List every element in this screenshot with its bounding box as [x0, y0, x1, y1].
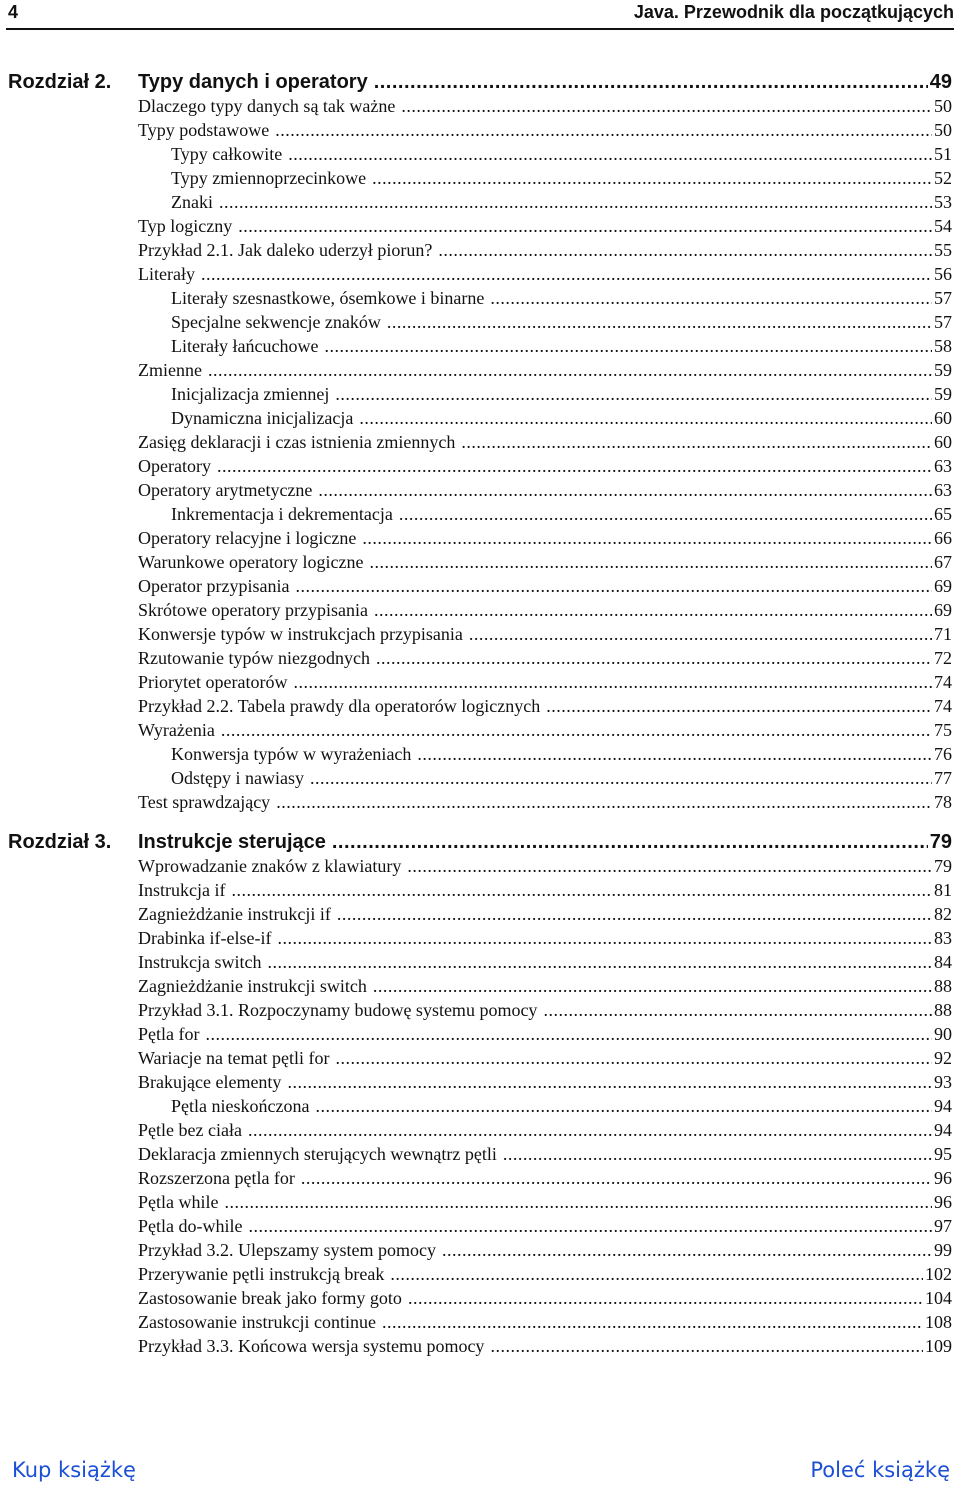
toc-entry-title: Operatory — [138, 456, 211, 476]
toc-entry-title: Pętla for — [138, 1024, 200, 1044]
toc-entry-page: 55 — [934, 240, 952, 260]
toc-entry-page: 84 — [934, 952, 952, 972]
toc-entry-title: Brakujące elementy — [138, 1072, 282, 1092]
dot-leader — [201, 262, 932, 286]
toc-entry-title: Warunkowe operatory logiczne — [138, 552, 364, 572]
chapter-title-row[interactable] — [138, 830, 952, 854]
toc-entry-page: 63 — [934, 456, 952, 476]
toc-entry-page: 92 — [934, 1048, 952, 1068]
recommend-book-link[interactable]: Poleć książkę — [810, 1458, 950, 1482]
dot-leader — [295, 574, 932, 598]
dot-leader — [546, 694, 932, 718]
toc-entry-title: Instrukcja switch — [138, 952, 262, 972]
dot-leader — [332, 830, 928, 854]
dot-leader — [374, 598, 932, 622]
toc-entry-page: 50 — [934, 96, 952, 116]
toc-entry-page: 72 — [934, 648, 952, 668]
toc-entry[interactable] — [138, 118, 952, 142]
dot-leader — [401, 94, 932, 118]
toc-entry[interactable] — [138, 622, 952, 646]
toc-entry[interactable] — [138, 670, 952, 694]
toc-entry[interactable] — [138, 1046, 952, 1070]
toc-entry-title: Dlaczego typy danych są tak ważne — [138, 96, 396, 116]
page-number: 4 — [8, 2, 19, 22]
toc-entry[interactable] — [138, 902, 952, 926]
dot-leader — [205, 1022, 932, 1046]
toc-entry-title: Typy zmiennoprzecinkowe — [171, 168, 367, 188]
toc-entry[interactable] — [138, 478, 952, 502]
toc-entry-page: 93 — [934, 1072, 952, 1092]
dot-leader — [417, 742, 932, 766]
toc-entry[interactable] — [138, 310, 952, 334]
dot-leader — [359, 406, 932, 430]
toc-entry[interactable] — [138, 878, 952, 902]
toc-entry[interactable] — [138, 502, 952, 526]
toc-entry-page: 94 — [934, 1096, 952, 1116]
dot-leader — [362, 526, 932, 550]
toc-entry-title: Pętle bez ciała — [138, 1120, 242, 1140]
chapter-label: Rozdział 2. — [8, 71, 112, 93]
toc-entry-page: 95 — [934, 1144, 952, 1164]
toc-entry-title: Przykład 2.1. Jak daleko uderzył piorun? — [138, 240, 433, 260]
toc-entry[interactable] — [138, 742, 952, 766]
dot-leader — [248, 1214, 932, 1238]
dot-leader — [248, 1118, 932, 1142]
toc-entry-page: 60 — [934, 432, 952, 452]
toc-entry-page: 56 — [934, 264, 952, 284]
dot-leader — [372, 166, 932, 190]
toc-entry-title: Zmienne — [138, 360, 202, 380]
toc-entry-page: 77 — [934, 768, 952, 788]
toc-entry-page: 108 — [925, 1312, 952, 1332]
toc-entry-page: 99 — [934, 1240, 952, 1260]
dot-leader — [543, 998, 932, 1022]
toc-entry[interactable] — [138, 382, 952, 406]
toc-entry[interactable] — [138, 1022, 952, 1046]
toc-entry-page: 69 — [934, 600, 952, 620]
toc-entry[interactable] — [138, 1310, 952, 1334]
toc-entry-page: 74 — [934, 672, 952, 692]
dot-leader — [407, 854, 932, 878]
toc-entry[interactable] — [138, 926, 952, 950]
toc-entry-page: 50 — [934, 120, 952, 140]
toc-entry[interactable] — [138, 1142, 952, 1166]
dot-leader — [288, 142, 932, 166]
toc-entry-page: 75 — [934, 720, 952, 740]
toc-entry-title: Zagnieżdżanie instrukcji if — [138, 904, 331, 924]
toc-entry[interactable] — [138, 1118, 952, 1142]
toc-entry[interactable] — [138, 950, 952, 974]
toc-entry-title: Inicjalizacja zmiennej — [171, 384, 330, 404]
page-header — [6, 0, 954, 30]
toc-entry-page: 102 — [925, 1264, 952, 1284]
toc-entry-page: 65 — [934, 504, 952, 524]
toc-entry-page: 88 — [934, 976, 952, 996]
toc-entry-title: Operatory relacyjne i logiczne — [138, 528, 357, 548]
toc-entry-title: Odstępy i nawiasy — [171, 768, 304, 788]
toc-entry-page: 74 — [934, 696, 952, 716]
toc-entry-page: 60 — [934, 408, 952, 428]
dot-leader — [208, 358, 932, 382]
toc-entry-title: Przerywanie pętli instrukcją break — [138, 1264, 385, 1284]
dot-leader — [318, 478, 932, 502]
toc-entry-page: 109 — [925, 1336, 952, 1356]
toc-entry-page: 66 — [934, 528, 952, 548]
toc-entry-title: Zastosowanie instrukcji continue — [138, 1312, 376, 1332]
chapter-title: Typy danych i operatory — [138, 71, 368, 93]
buy-book-link[interactable]: Kup książkę — [12, 1458, 136, 1482]
toc-entry-page: 59 — [934, 360, 952, 380]
toc-entry[interactable] — [138, 574, 952, 598]
toc-entry[interactable] — [138, 166, 952, 190]
dot-leader — [275, 118, 932, 142]
toc-entry[interactable] — [138, 1286, 952, 1310]
dot-leader — [387, 310, 932, 334]
toc-entries — [138, 94, 952, 814]
toc-entry-page: 88 — [934, 1000, 952, 1020]
dot-leader — [221, 718, 932, 742]
toc-entry-title: Drabinka if-else-if — [138, 928, 272, 948]
toc-entry-title: Typy podstawowe — [138, 120, 270, 140]
toc-entry-page: 78 — [934, 792, 952, 812]
toc-entry[interactable] — [138, 598, 952, 622]
dot-leader — [461, 430, 932, 454]
toc-entry[interactable] — [138, 334, 952, 358]
toc-entry[interactable] — [138, 238, 952, 262]
toc-entry-page: 57 — [934, 288, 952, 308]
dot-leader — [310, 766, 932, 790]
toc-entry-title: Rozszerzona pętla for — [138, 1168, 295, 1188]
dot-leader — [231, 878, 932, 902]
dot-leader — [503, 1142, 932, 1166]
toc-entry-page: 82 — [934, 904, 952, 924]
dot-leader — [335, 382, 932, 406]
dot-leader — [238, 214, 932, 238]
toc-entry-title: Literały łańcuchowe — [171, 336, 319, 356]
dot-leader — [267, 950, 932, 974]
dot-leader — [219, 190, 932, 214]
toc-entry[interactable] — [138, 286, 952, 310]
toc-entry-title: Test sprawdzający — [138, 792, 271, 812]
toc-entry[interactable] — [138, 790, 952, 814]
toc-entry-title: Operator przypisania — [138, 576, 290, 596]
toc-entry[interactable] — [138, 190, 952, 214]
toc-entry-page: 53 — [934, 192, 952, 212]
toc-entry-title: Przykład 3.3. Końcowa wersja systemu pomocy — [138, 1336, 485, 1356]
toc-entry[interactable] — [138, 406, 952, 430]
toc-entry-title: Literały — [138, 264, 195, 284]
dot-leader — [217, 454, 932, 478]
chapter-title: Instrukcje sterujące — [138, 831, 326, 853]
dot-leader — [337, 902, 932, 926]
toc-entry-title: Przykład 3.1. Rozpoczynamy budowę systemu pomocy — [138, 1000, 538, 1020]
toc-entry[interactable] — [138, 1334, 952, 1358]
dot-leader — [390, 1262, 923, 1286]
toc-entry[interactable] — [138, 358, 952, 382]
toc-entry-page: 96 — [934, 1168, 952, 1188]
toc-entry-title: Wyrażenia — [138, 720, 215, 740]
toc-entry-page: 96 — [934, 1192, 952, 1212]
toc-entry-title: Przykład 2.2. Tabela prawdy dla operatorów logicznych — [138, 696, 541, 716]
toc-entry-page: 54 — [934, 216, 952, 236]
toc-entry-title: Zasięg deklaracji i czas istnienia zmiennych — [138, 432, 456, 452]
toc-entry-title: Typy całkowite — [171, 144, 283, 164]
toc-entry-page: 69 — [934, 576, 952, 596]
toc-entry[interactable] — [138, 1166, 952, 1190]
toc-entry-page: 63 — [934, 480, 952, 500]
toc-entry-title: Rzutowanie typów niezgodnych — [138, 648, 370, 668]
toc-entry-title: Pętla while — [138, 1192, 219, 1212]
toc-entry[interactable] — [138, 94, 952, 118]
toc-entry-title: Znaki — [171, 192, 213, 212]
toc-entry[interactable] — [138, 526, 952, 550]
chapter-label: Rozdział 3. — [8, 831, 112, 853]
toc-entry-title: Priorytet operatorów — [138, 672, 288, 692]
toc-entry[interactable] — [138, 1262, 952, 1286]
dot-leader — [469, 622, 932, 646]
dot-leader — [490, 286, 932, 310]
toc-entry-page: 51 — [934, 144, 952, 164]
toc-entry[interactable] — [138, 142, 952, 166]
dot-leader — [276, 790, 932, 814]
book-title: Java. Przewodnik dla początkujących — [633, 2, 954, 22]
toc-entry-page: 67 — [934, 552, 952, 572]
toc-entry[interactable] — [138, 1094, 952, 1118]
toc-entry[interactable] — [138, 454, 952, 478]
toc-entry-page: 90 — [934, 1024, 952, 1044]
dot-leader — [382, 1310, 923, 1334]
toc-entry[interactable] — [138, 1070, 952, 1094]
toc-entry-page: 97 — [934, 1216, 952, 1236]
toc-entry-title: Zastosowanie break jako formy goto — [138, 1288, 402, 1308]
chapter-title-row[interactable] — [138, 70, 952, 94]
toc-entry-page: 71 — [934, 624, 952, 644]
dot-leader — [287, 1070, 932, 1094]
toc-entry[interactable] — [138, 1214, 952, 1238]
dot-leader — [490, 1334, 923, 1358]
dot-leader — [374, 70, 928, 94]
toc-entry-page: 58 — [934, 336, 952, 356]
toc-entry-title: Operatory arytmetyczne — [138, 480, 313, 500]
toc-entry[interactable] — [138, 262, 952, 286]
toc-entry[interactable] — [138, 646, 952, 670]
dot-leader — [293, 670, 932, 694]
dot-leader — [277, 926, 932, 950]
toc-entry-page: 76 — [934, 744, 952, 764]
toc-entry-title: Instrukcja if — [138, 880, 226, 900]
toc-entries — [138, 854, 952, 1358]
toc-entry-title: Typ logiczny — [138, 216, 233, 236]
toc-entry-page: 83 — [934, 928, 952, 948]
dot-leader — [315, 1094, 932, 1118]
toc-entry-title: Pętla do-while — [138, 1216, 243, 1236]
toc-entry[interactable] — [138, 1190, 952, 1214]
toc-entry-title: Skrótowe operatory przypisania — [138, 600, 368, 620]
toc-entry[interactable] — [138, 854, 952, 878]
toc-entry[interactable] — [138, 766, 952, 790]
dot-leader — [324, 334, 932, 358]
toc-entry-title: Konwersja typów w wyrażeniach — [171, 744, 412, 764]
toc-entry-title: Wariacje na temat pętli for — [138, 1048, 330, 1068]
toc-entry-page: 57 — [934, 312, 952, 332]
toc-entry[interactable] — [138, 998, 952, 1022]
toc-entry[interactable] — [138, 1238, 952, 1262]
toc-entry-page: 94 — [934, 1120, 952, 1140]
toc-entry-page: 79 — [934, 856, 952, 876]
toc-entry[interactable] — [138, 718, 952, 742]
toc-entry[interactable] — [138, 430, 952, 454]
dot-leader — [224, 1190, 932, 1214]
toc-entry-title: Literały szesnastkowe, ósemkowe i binarne — [171, 288, 485, 308]
toc-entry[interactable] — [138, 974, 952, 998]
dot-leader — [442, 1238, 932, 1262]
dot-leader — [438, 238, 932, 262]
dot-leader — [408, 1286, 923, 1310]
toc-entry-title: Wprowadzanie znaków z klawiatury — [138, 856, 402, 876]
toc-entry-page: 59 — [934, 384, 952, 404]
toc-entry-title: Zagnieżdżanie instrukcji switch — [138, 976, 367, 996]
toc-entry-title: Przykład 3.2. Ulepszamy system pomocy — [138, 1240, 436, 1260]
toc-entry-title: Pętla nieskończona — [171, 1096, 310, 1116]
toc-entry[interactable] — [138, 214, 952, 238]
toc-entry[interactable] — [138, 694, 952, 718]
toc-entry-page: 52 — [934, 168, 952, 188]
toc-entry-page: 104 — [925, 1288, 952, 1308]
dot-leader — [369, 550, 932, 574]
toc-entry-title: Inkrementacja i dekrementacja — [171, 504, 393, 524]
toc-entry-title: Konwersje typów w instrukcjach przypisania — [138, 624, 463, 644]
dot-leader — [335, 1046, 932, 1070]
toc-entry-title: Dynamiczna inicjalizacja — [171, 408, 354, 428]
chapter-page: 49 — [929, 71, 952, 93]
dot-leader — [399, 502, 932, 526]
dot-leader — [376, 646, 932, 670]
dot-leader — [301, 1166, 932, 1190]
toc-entry-title: Deklaracja zmiennych sterujących wewnątrz pętli — [138, 1144, 497, 1164]
toc-entry[interactable] — [138, 550, 952, 574]
toc-entry-page: 81 — [934, 880, 952, 900]
dot-leader — [373, 974, 932, 998]
toc-entry-title: Specjalne sekwencje znaków — [171, 312, 381, 332]
chapter-page: 79 — [929, 831, 952, 853]
